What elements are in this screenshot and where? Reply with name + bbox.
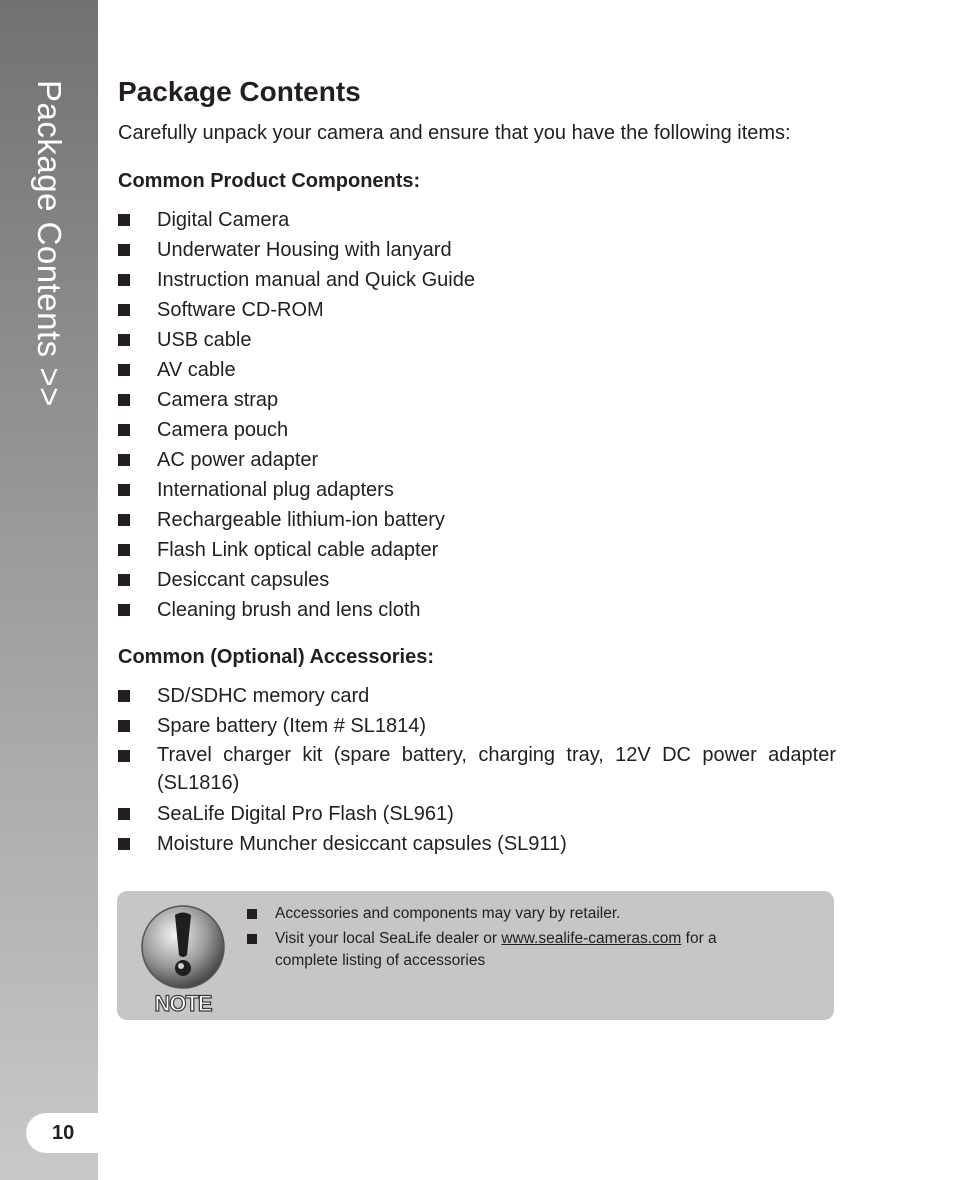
square-bullet-icon: [118, 544, 130, 556]
sealife-website-link[interactable]: www.sealife-cameras.com: [501, 930, 682, 947]
list-item: [118, 741, 836, 799]
list-item-label: Instruction manual and Quick Guide: [157, 269, 475, 291]
list-item: [118, 475, 836, 505]
list-item-label: Underwater Housing with lanyard: [157, 239, 452, 261]
list-item-label: Desiccant capsules: [157, 569, 330, 591]
square-bullet-icon: [118, 364, 130, 376]
note-item: [247, 903, 767, 925]
note-list: [247, 903, 767, 975]
list-item: [118, 385, 836, 415]
list-item: [118, 799, 836, 829]
square-bullet-icon: [118, 334, 130, 346]
exclamation-icon: [139, 905, 227, 991]
list-item-label: Camera strap: [157, 389, 279, 411]
page-title: Package Contents: [118, 76, 361, 107]
square-bullet-icon: [118, 454, 130, 466]
note-item-text: Accessories and components may vary by retailer.: [275, 905, 621, 922]
square-bullet-icon: [118, 838, 130, 850]
list-item-label: SD/SDHC memory card: [157, 685, 370, 707]
list-item-label: Flash Link optical cable adapter: [157, 539, 439, 561]
list-item: [118, 505, 836, 535]
list-item: [118, 711, 836, 741]
square-bullet-icon: [247, 934, 257, 944]
note-icon: [139, 905, 227, 1015]
square-bullet-icon: [118, 690, 130, 702]
list-item: [118, 265, 836, 295]
list-item-label: Moisture Muncher desiccant capsules (SL911): [157, 833, 567, 855]
note-box: [117, 891, 834, 1020]
sidebar-title: Package Contents >>: [31, 80, 68, 407]
list-item: [118, 235, 836, 265]
intro-text: Carefully unpack your camera and ensure that you have the following items:: [118, 122, 791, 144]
list-item-label: Digital Camera: [157, 209, 290, 231]
square-bullet-icon: [118, 750, 130, 762]
list-item: [118, 205, 836, 235]
square-bullet-icon: [118, 808, 130, 820]
square-bullet-icon: [118, 304, 130, 316]
list-item-label: Spare battery (Item # SL1814): [157, 715, 427, 737]
square-bullet-icon: [118, 484, 130, 496]
list-item: [118, 445, 836, 475]
square-bullet-icon: [118, 274, 130, 286]
list-item: [118, 565, 836, 595]
list-item: [118, 535, 836, 565]
list-item-label: Travel charger kit (spare battery, charging tray, 12V DC power adapter (SL1816): [157, 744, 836, 794]
note-label: NOTE: [154, 991, 212, 1016]
note-item: [247, 928, 767, 972]
square-bullet-icon: [118, 214, 130, 226]
note-item-prefix: Visit your local SeaLife dealer or: [275, 930, 502, 947]
square-bullet-icon: [118, 424, 130, 436]
list-item: [118, 595, 836, 625]
list-item-label: Rechargeable lithium-ion battery: [157, 509, 445, 531]
list-item-label: AV cable: [157, 359, 236, 381]
list-item: [118, 681, 836, 711]
square-bullet-icon: [118, 720, 130, 732]
list-item-label: AC power adapter: [157, 449, 319, 471]
square-bullet-icon: [118, 394, 130, 406]
list-item: [118, 355, 836, 385]
square-bullet-icon: [118, 244, 130, 256]
page-number: 10: [26, 1113, 98, 1153]
list-item-label: Camera pouch: [157, 419, 289, 441]
list-item: [118, 295, 836, 325]
components-list: [118, 205, 836, 625]
list-item-label: USB cable: [157, 329, 252, 351]
accessories-list: [118, 681, 836, 859]
list-item-label: SeaLife Digital Pro Flash (SL961): [157, 803, 454, 825]
list-item-label: Cleaning brush and lens cloth: [157, 599, 421, 621]
square-bullet-icon: [118, 514, 130, 526]
list-item: [118, 829, 836, 859]
square-bullet-icon: [247, 909, 257, 919]
components-heading: Common Product Components:: [118, 170, 421, 192]
square-bullet-icon: [118, 604, 130, 616]
note-item-suffix: for a complete listing of accessories: [275, 930, 717, 969]
list-item: [118, 325, 836, 355]
square-bullet-icon: [118, 574, 130, 586]
list-item-label: Software CD-ROM: [157, 299, 324, 321]
sidebar: [0, 0, 98, 1180]
list-item-label: International plug adapters: [157, 479, 394, 501]
list-item: [118, 415, 836, 445]
accessories-heading: Common (Optional) Accessories:: [118, 646, 434, 668]
